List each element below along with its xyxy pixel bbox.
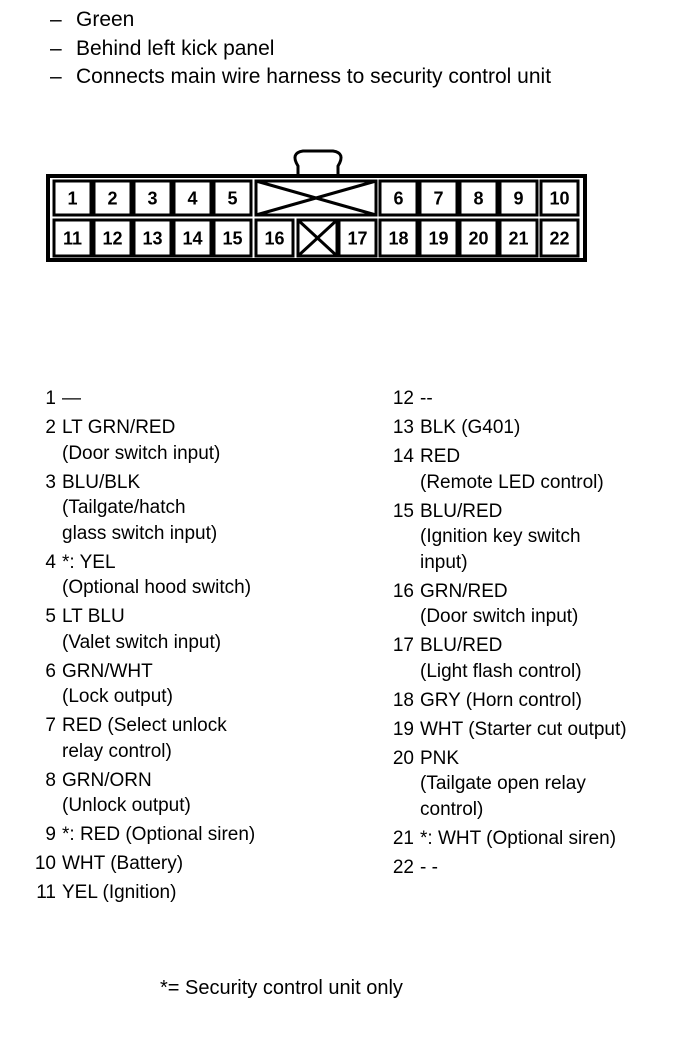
pin-description: -- (420, 388, 433, 409)
pin-entry (18, 822, 348, 848)
pin-number: 21 (392, 827, 414, 849)
connector-pin-number: 22 (549, 228, 570, 249)
pin-number: 8 (45, 769, 56, 791)
pin-number: 16 (392, 580, 414, 602)
header-line-location: – Behind left kick panel (50, 35, 551, 64)
connector-pin-number: 20 (468, 228, 489, 249)
pin-entry (18, 470, 348, 547)
pin-entry (18, 768, 348, 819)
connector-pin-number: 10 (549, 188, 570, 209)
pin-number: 1 (45, 388, 56, 409)
connector-pin-number: 21 (508, 228, 529, 249)
connector-diagram (0, 0, 688, 270)
pin-number: 7 (45, 715, 56, 736)
pin-number: 19 (392, 718, 414, 740)
pin-entry (18, 659, 348, 710)
connector-pin-number: 9 (513, 188, 524, 209)
pin-description: - - (420, 856, 438, 878)
connector-pin-number: 15 (222, 228, 243, 249)
pin-description: WHT (Starter cut output) (420, 718, 627, 740)
pin-entry (376, 444, 686, 495)
footnote: *= Security control unit only (160, 977, 403, 999)
bullet-dash: – (50, 8, 62, 31)
pin-list-right (376, 386, 686, 884)
pin-description: GRN/WHT (Lock output) (62, 660, 173, 707)
pin-number: 6 (45, 660, 56, 682)
bullet-dash: – (50, 65, 62, 88)
bullet-dash: – (50, 36, 62, 60)
connector-pin-number: 3 (147, 188, 158, 209)
pin-description: RED (Select unlock relay control) (62, 715, 227, 762)
pin-entry (18, 880, 348, 906)
pin-description: BLK (G401) (420, 417, 521, 438)
pin-number: 18 (392, 689, 414, 711)
connector-lock-tab (295, 151, 341, 178)
pin-entry (376, 717, 686, 743)
pin-entry (376, 826, 686, 852)
pin-description: PNK (Tailgate open relay control) (420, 747, 586, 820)
connector-pin-number: 7 (433, 188, 444, 209)
connector-pin-number: 4 (187, 188, 198, 209)
pin-list-left (18, 386, 348, 909)
pin-description: BLU/RED (Ignition key switch input) (420, 500, 581, 573)
pin-entry (376, 415, 686, 441)
connector-pin-number: 16 (264, 228, 285, 249)
pin-entry (18, 550, 348, 601)
pin-description: RED (Remote LED control) (420, 446, 604, 493)
connector-pin-number: 11 (62, 228, 83, 249)
pin-entry (376, 746, 686, 823)
pin-description: GRY (Horn control) (420, 689, 582, 711)
pin-entry (376, 579, 686, 630)
pin-entry (18, 386, 348, 412)
pin-entry (376, 386, 686, 412)
connector-pin-number: 14 (182, 228, 203, 249)
pin-number: 9 (45, 824, 56, 845)
pin-description: *: YEL (Optional hood switch) (62, 551, 252, 598)
pin-description: YEL (Ignition) (62, 882, 177, 903)
header-line-function: – Connects main wire harness to security control unit (50, 63, 551, 92)
pin-description: GRN/ORN (Unlock output) (62, 769, 191, 816)
connector-pin-number: 12 (102, 228, 123, 249)
header-line-color: – Green (50, 6, 551, 35)
pin-description: BLU/RED (Light flash control) (420, 635, 582, 682)
pin-number: 2 (45, 417, 56, 438)
pin-entry (18, 713, 348, 764)
pin-entry (18, 415, 348, 466)
pin-entry (376, 855, 686, 881)
pin-number: 12 (392, 388, 414, 409)
pin-number: 10 (34, 853, 56, 874)
pin-entry (376, 688, 686, 714)
pin-description: — (62, 388, 81, 409)
pin-description: BLU/BLK (Tailgate/hatch glass switch input) (62, 471, 218, 544)
connector-pin-number: 2 (107, 188, 118, 209)
pin-number: 13 (392, 417, 414, 438)
pin-number: 14 (392, 446, 414, 467)
pin-entry (376, 633, 686, 684)
pin-entry (18, 604, 348, 655)
pin-entry (18, 851, 348, 877)
pin-number: 20 (392, 747, 414, 769)
connector-pin-number: 17 (347, 228, 368, 249)
connector-pin-number: 13 (142, 228, 163, 249)
pin-number: 4 (45, 551, 56, 573)
pin-description: LT GRN/RED (Door switch input) (62, 417, 221, 464)
connector-pin-number: 18 (388, 228, 409, 249)
pin-number: 15 (392, 500, 414, 522)
connector-pin-number: 6 (393, 188, 404, 209)
pin-description: WHT (Battery) (62, 853, 184, 874)
connector-pin-number: 8 (473, 188, 484, 209)
pin-number: 5 (45, 606, 56, 627)
pin-description: LT BLU (Valet switch input) (62, 606, 222, 653)
connector-pin-number: 5 (227, 188, 238, 209)
connector-pin-number: 1 (67, 188, 78, 209)
pin-number: 17 (392, 635, 414, 656)
pin-description: *: RED (Optional siren) (62, 824, 256, 845)
pin-number: 22 (392, 856, 414, 878)
pin-description: GRN/RED (Door switch input) (420, 580, 579, 627)
connector-pin-number: 19 (428, 228, 449, 249)
pin-number: 3 (45, 471, 56, 493)
pin-description: *: WHT (Optional siren) (420, 827, 617, 849)
pin-entry (376, 499, 686, 576)
pin-number: 11 (36, 882, 56, 903)
